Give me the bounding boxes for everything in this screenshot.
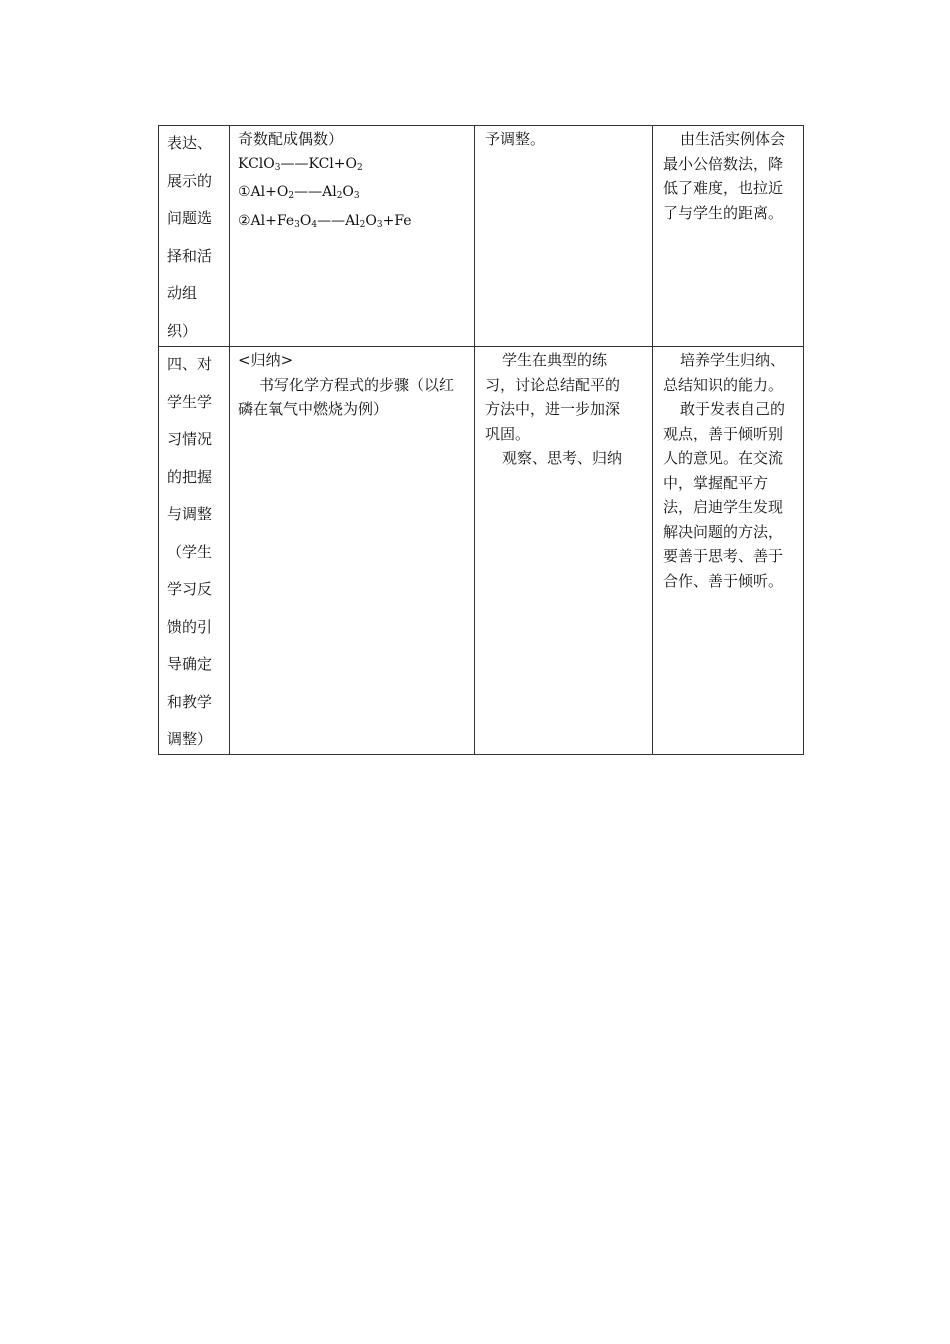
stage-line: 习情况 [167, 430, 213, 448]
row1-stage-cell [167, 125, 229, 350]
stage-line: 表达、 [167, 134, 213, 152]
row1-intent-cell [663, 127, 801, 225]
stage-line: 调整） [167, 730, 213, 748]
stage-line: 四、对 [167, 355, 213, 373]
column-divider-3 [652, 125, 653, 755]
stage-line: 学习反 [167, 580, 213, 598]
table-border-left [158, 125, 159, 755]
equation-list [238, 152, 470, 238]
stage-line: 织） [167, 321, 198, 340]
intent-line: 了与学生的距离。 [663, 203, 784, 222]
stage-line: 与调整 [167, 505, 213, 523]
row-divider [158, 346, 804, 347]
row2-intent-cell [663, 348, 801, 593]
intent-line: 解决问题的方法， [663, 522, 784, 541]
summary-line: 书写化学方程式的步骤（以红 [259, 375, 455, 394]
intent-line: 低了难度，也拉近 [663, 179, 784, 197]
equation-al-fe3o4: $②Al+Fe_3O_4——Al_2O_3+Fe$ [238, 212, 412, 230]
stage-line: 的把握 [167, 467, 213, 486]
student-activity-line: 学生在典型的练 [502, 351, 608, 369]
summary-heading: <归纳> [238, 351, 294, 369]
student-activity-line: 巩固。 [485, 424, 531, 443]
intent-line: 中，掌握配平方 [663, 473, 769, 492]
table-border-bottom [158, 754, 804, 755]
stage-line: 馈的引 [167, 617, 213, 636]
intent-line: 法，启迪学生发现 [663, 498, 784, 516]
row2-stage-cell [167, 346, 229, 759]
table-border-right [803, 125, 804, 755]
intent-line: 敢于发表自己的 [680, 400, 786, 418]
stage-line: 展示的 [167, 171, 213, 190]
column-divider-1 [229, 125, 230, 755]
intent-line: 人的意见。在交流 [663, 449, 784, 467]
stage-line: 动组 [167, 284, 198, 302]
student-activity-line: 方法中，进一步加深 [485, 400, 621, 418]
row2-content-cell [238, 348, 470, 422]
intent-line: 培养学生归纳、 [680, 351, 786, 369]
intent-line: 由生活实例体会 [680, 130, 786, 148]
column-divider-2 [474, 125, 475, 755]
student-activity-line: 予调整。 [485, 130, 546, 148]
stage-line: 和教学 [167, 692, 213, 711]
table-border-top [158, 125, 804, 126]
equation-al-o2: $①Al+O_2——Al_2O_3$ [238, 184, 360, 201]
lesson-table [158, 125, 804, 755]
content-title: 奇数配成偶数） [238, 130, 344, 148]
intent-line: 观点，善于倾听别 [663, 424, 784, 443]
equation-kclo3: $KClO_3——KCl+O_2$ [238, 155, 363, 173]
student-activity-line: 习，讨论总结配平的 [485, 375, 621, 394]
intent-line: 合作、善于倾听。 [663, 571, 784, 590]
stage-line: 问题选 [167, 209, 213, 227]
row2-student-cell [485, 348, 649, 471]
stage-line: 导确定 [167, 655, 213, 673]
intent-line: 要善于思考、善于 [663, 547, 784, 565]
stage-line: 择和活 [167, 246, 213, 265]
intent-line: 总结知识的能力。 [663, 375, 784, 394]
stage-line: （学生 [167, 542, 213, 561]
stage-line: 学生学 [167, 392, 213, 411]
intent-line: 最小公倍数法，降 [663, 154, 784, 173]
row1-content-cell [238, 127, 470, 237]
summary-line: 磷在氧气中燃烧为例） [238, 400, 389, 418]
student-activity-line: 观察、思考、归纳 [502, 449, 623, 467]
row1-student-cell [485, 127, 649, 152]
